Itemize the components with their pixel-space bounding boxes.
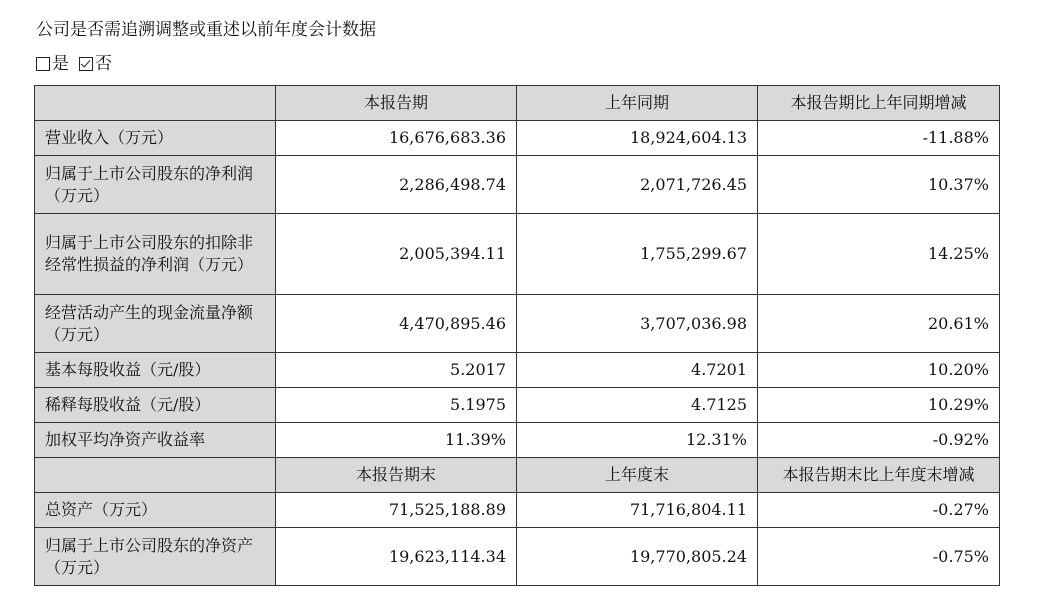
- cell-prior: 19,770,805.24: [517, 528, 758, 586]
- row-label: 稀释每股收益（元/股）: [35, 388, 276, 423]
- cell-change: 10.37%: [758, 156, 1000, 214]
- table-row: [35, 388, 1000, 423]
- header-blank-cell: [35, 86, 276, 121]
- table-subheader-row: [35, 458, 1000, 493]
- checkbox-no-checked[interactable]: [79, 57, 93, 71]
- cell-prior: 18,924,604.13: [517, 121, 758, 156]
- cell-current: 2,005,394.11: [276, 214, 517, 295]
- cell-change: 10.29%: [758, 388, 1000, 423]
- cell-prior: 2,071,726.45: [517, 156, 758, 214]
- header-prior-year-end: 上年度末: [517, 458, 758, 493]
- cell-change: -0.27%: [758, 493, 1000, 528]
- table-row: [35, 214, 1000, 295]
- cell-change: 14.25%: [758, 214, 1000, 295]
- cell-current: 4,470,895.46: [276, 295, 517, 353]
- cell-prior: 4.7125: [517, 388, 758, 423]
- cell-change: 10.20%: [758, 353, 1000, 388]
- cell-prior: 3,707,036.98: [517, 295, 758, 353]
- row-label: 营业收入（万元）: [35, 121, 276, 156]
- cell-prior: 4.7201: [517, 353, 758, 388]
- header-change: 本报告期比上年同期增减: [758, 86, 1000, 121]
- option-no-label: 否: [95, 54, 112, 74]
- table-row: [35, 493, 1000, 528]
- financial-data-table: [34, 85, 1000, 586]
- table-header-row: [35, 86, 1000, 121]
- cell-change: -11.88%: [758, 121, 1000, 156]
- cell-change: -0.75%: [758, 528, 1000, 586]
- checkbox-yes[interactable]: [36, 57, 50, 71]
- row-label: 加权平均净资产收益率: [35, 423, 276, 458]
- row-label: 归属于上市公司股东的净资产（万元）: [35, 528, 276, 586]
- subheader-blank-cell: [35, 458, 276, 493]
- row-label: 归属于上市公司股东的扣除非经常性损益的净利润（万元）: [35, 214, 276, 295]
- table-row: [35, 295, 1000, 353]
- cell-current: 5.1975: [276, 388, 517, 423]
- cell-prior: 12.31%: [517, 423, 758, 458]
- header-period-end-change: 本报告期末比上年度末增减: [758, 458, 1000, 493]
- table-row: [35, 121, 1000, 156]
- table-row: [35, 353, 1000, 388]
- cell-change: 20.61%: [758, 295, 1000, 353]
- option-yes-label: 是: [52, 54, 69, 74]
- table-row: [35, 528, 1000, 586]
- row-label: 基本每股收益（元/股）: [35, 353, 276, 388]
- section-heading: 公司是否需追溯调整或重述以前年度会计数据: [36, 20, 376, 40]
- cell-prior: 1,755,299.67: [517, 214, 758, 295]
- cell-change: -0.92%: [758, 423, 1000, 458]
- header-current-period: 本报告期: [276, 86, 517, 121]
- header-prior-period: 上年同期: [517, 86, 758, 121]
- cell-current: 11.39%: [276, 423, 517, 458]
- restatement-options: [36, 52, 122, 76]
- option-yes[interactable]: [36, 52, 69, 76]
- row-label: 总资产（万元）: [35, 493, 276, 528]
- row-label: 经营活动产生的现金流量净额（万元）: [35, 295, 276, 353]
- cell-current: 19,623,114.34: [276, 528, 517, 586]
- cell-current: 16,676,683.36: [276, 121, 517, 156]
- option-no[interactable]: [79, 52, 112, 76]
- header-period-end: 本报告期末: [276, 458, 517, 493]
- table-row: [35, 156, 1000, 214]
- row-label: 归属于上市公司股东的净利润（万元）: [35, 156, 276, 214]
- cell-current: 5.2017: [276, 353, 517, 388]
- table-row: [35, 423, 1000, 458]
- cell-current: 2,286,498.74: [276, 156, 517, 214]
- cell-prior: 71,716,804.11: [517, 493, 758, 528]
- cell-current: 71,525,188.89: [276, 493, 517, 528]
